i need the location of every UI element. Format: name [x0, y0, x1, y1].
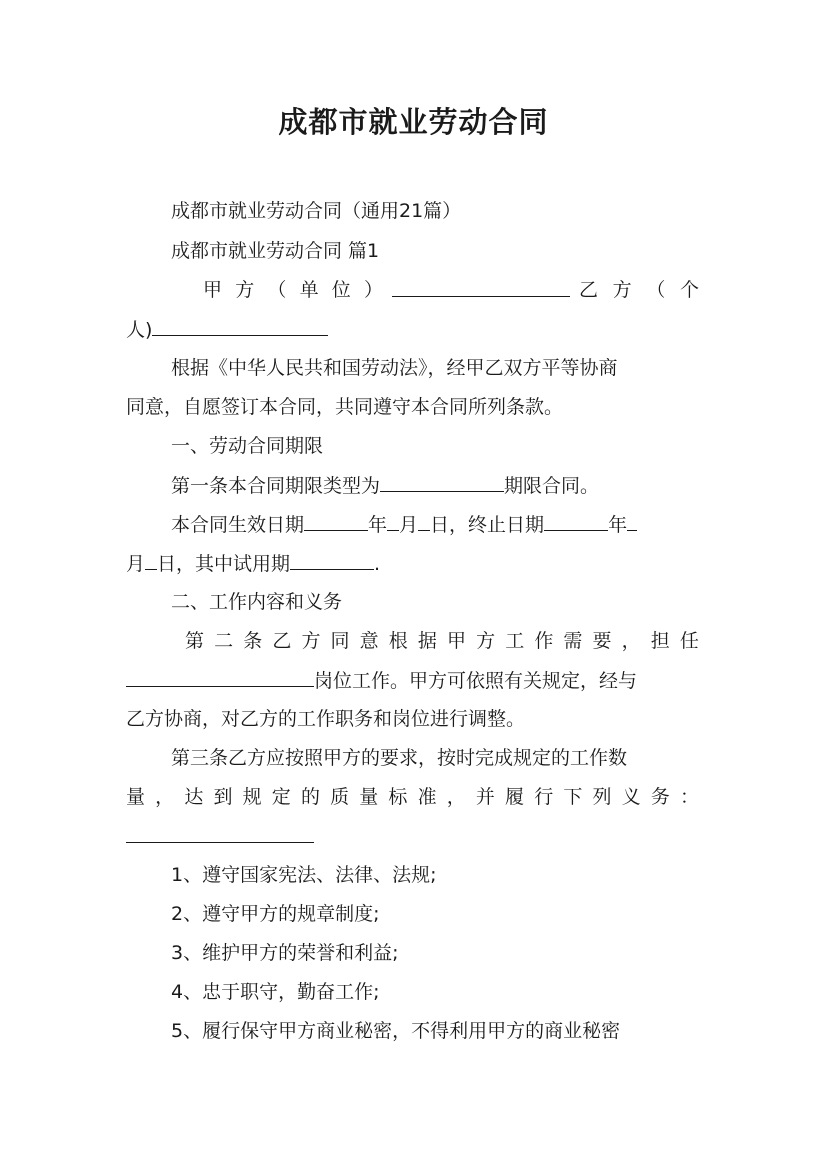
party-a-blank — [392, 278, 570, 297]
end-month-blank — [627, 512, 637, 531]
party-a-label: 甲 方 （ 单 位 ） — [203, 279, 383, 301]
clause-line: 第一条本合同期限类型为 期限合同。 — [171, 475, 600, 497]
start-year-blank — [304, 512, 368, 531]
subtitle-line: 成都市就业劳动合同（通用21篇） — [171, 200, 462, 222]
end-year-blank — [544, 512, 608, 531]
clause-heading: 二、工作内容和义务 — [171, 591, 343, 613]
clause-line: 量 ， 达 到 规 定 的 质 量 标 准 ， 并 履 行 下 列 义 务 ： — [126, 786, 699, 808]
clause-heading: 一、劳动合同期限 — [171, 435, 324, 457]
end-day-blank — [145, 551, 157, 570]
party-b-line: 人) — [126, 317, 328, 342]
duties-blank-line — [126, 824, 314, 849]
list-item: 1、遵守国家宪法、法律、法规; — [171, 864, 437, 886]
position-blank — [126, 668, 314, 687]
section-heading: 成都市就业劳动合同 篇1 — [171, 240, 380, 262]
clause-line: 乙方协商，对乙方的工作职务和岗位进行调整。 — [126, 708, 526, 730]
clause-line: 第 二 条 乙 方 同 意 根 据 甲 方 工 作 需 要 ， 担 任 — [185, 630, 699, 652]
clause-line: 第三条乙方应按照甲方的要求，按时完成规定的工作数 — [171, 747, 628, 769]
start-day-blank — [418, 512, 430, 531]
clause-line: 月 日，其中试用期 . — [126, 553, 381, 575]
party-b-blank — [152, 317, 328, 336]
list-item: 4、忠于职守，勤奋工作; — [171, 981, 380, 1003]
list-item: 5、履行保守甲方商业秘密，不得利用甲方的商业秘密 — [171, 1020, 621, 1042]
duties-blank — [126, 824, 314, 843]
start-month-blank — [387, 512, 399, 531]
clause-line: 本合同生效日期 年 月 日，终止日期 年 — [171, 512, 637, 537]
party-b-label: 乙 方 （ 个 — [579, 279, 699, 301]
list-item: 3、维护甲方的荣誉和利益; — [171, 942, 399, 964]
paragraph-line: 根据《中华人民共和国劳动法》，经甲乙双方平等协商 — [171, 357, 618, 379]
clause-line: 岗位工作。甲方可依照有关规定，经与 — [126, 668, 637, 693]
document-title: 成都市就业劳动合同 — [278, 105, 549, 139]
contract-type-blank — [380, 473, 504, 492]
paragraph-line: 同意，自愿签订本合同，共同遵守本合同所列条款。 — [126, 396, 564, 418]
list-item: 2、遵守甲方的规章制度; — [171, 903, 380, 925]
party-line — [203, 278, 699, 302]
probation-blank — [290, 551, 374, 570]
